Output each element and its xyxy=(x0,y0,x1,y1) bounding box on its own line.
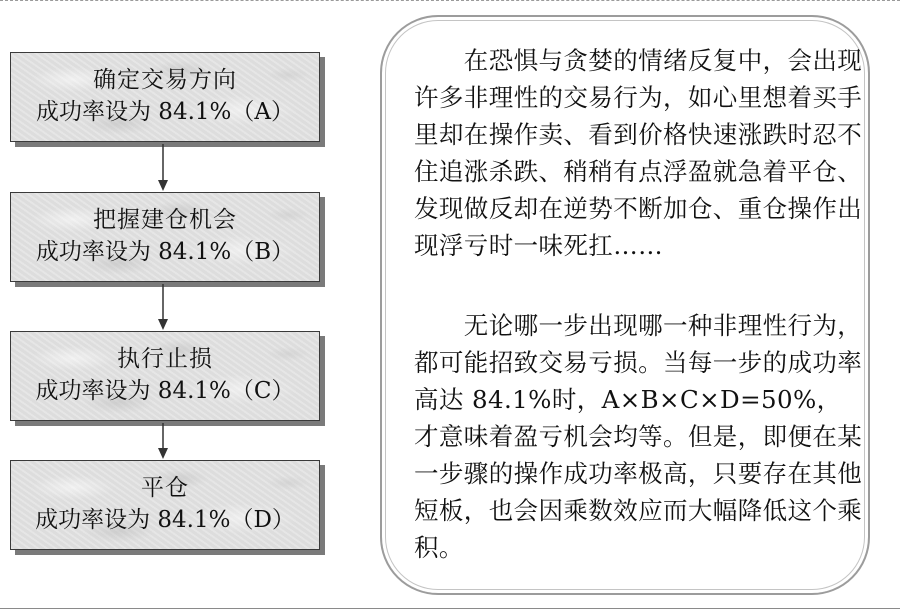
frame-bottom-border xyxy=(0,603,900,609)
note-paragraph-2: 无论哪一步出现哪一种非理性行为，都可能招致交易亏损。当每一步的成功率高达 84.1%时，A×B×C×D=50%，才意味着盈亏机会均等。但是，即便在某一步骤的操作成功率极高，只要存在其他短板，也会因乘数效应而大幅降低这个乘积。 xyxy=(414,311,863,562)
arrow-2 xyxy=(158,284,168,330)
arrow-1 xyxy=(158,144,168,191)
arrow-3 xyxy=(158,423,168,459)
step-rate: 成功率设为 84.1%（D） xyxy=(35,507,295,533)
step-title: 执行止损 xyxy=(117,346,213,372)
step-title: 平仓 xyxy=(141,475,189,501)
step-rate: 成功率设为 84.1%（B） xyxy=(35,239,295,265)
step-rate: 成功率设为 84.1%（C） xyxy=(35,378,295,404)
step-title: 把握建仓机会 xyxy=(93,207,237,233)
note-paragraph-1: 在恐惧与贪婪的情绪反复中，会出现许多非理性的交易行为，如心里想着买手里却在操作卖、看到价格快速涨跌时忍不住追涨杀跌、稍稍有点浮盈就急着平仓、发现做反却在逆势不断加仓、重仓操作出现浮亏时一味死扛…… xyxy=(414,46,863,260)
step-rate: 成功率设为 84.1%（A） xyxy=(36,99,294,125)
step-title: 确定交易方向 xyxy=(93,67,237,93)
